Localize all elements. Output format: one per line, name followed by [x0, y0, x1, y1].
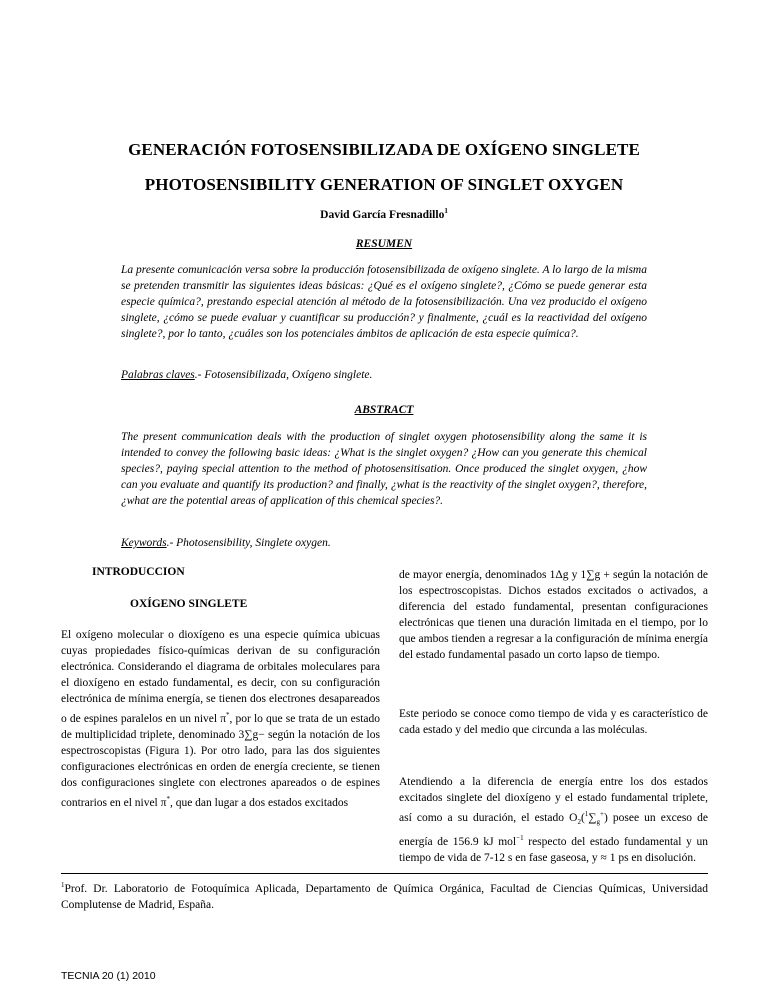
footnote-mark: 1 [61, 881, 65, 889]
left-para-part3: según la notación de los espectroscopistas (Figura 1). Por otro lado, para las dos siguientes configuraciones electrónicas en orden de energía creciente, se tienen dos configuraciones singlete con electrones apareados o de espines contrarios en el nivel π [61, 728, 380, 809]
right-paragraph-3: Atendiendo a la diferencia de energía entre los dos estados excitados singlete del dioxígeno y el estado fundamental triplete, así como a su duración, el estado $O_2(^1\sum_g^+)$ posee un exceso de energía de 156.9 kJ mol$^{-1}$ respecto del estado fundamental y un tiempo de vida de 7-12 s en fase gaseosa, y ≈ 1 ps en disolución. [399, 776, 709, 864]
abstract-text: The present communication deals with the production of singlet oxygen photosensibility along the same it is intended to convey the following basic ideas: ¿What is the singlet oxygen? ¿How can you generate this chemical species?, paying special attention to the method of photosensitisation. Once produced the singlet oxygen, ¿how can you evaluate and quantify its production? and finally, ¿what is the reactivity of the singlet oxygen?, therefore, ¿what are the potential areas of application of this chemical species?. [121, 431, 647, 507]
sigma-term: 1∑g + [580, 569, 610, 581]
keywords-en-values: .- Photosensibility, Singlete oxygen. [166, 537, 331, 549]
resumen-text: La presente comunicación versa sobre la producción fotosensibilizada de oxígeno singlete. A lo largo de la misma se pretenden transmitir las siguientes ideas básicas: ¿Qué es el oxígeno singlete?, ¿Cómo se puede generar esta especie química?, prestando especial atención al método de la fotosensibilización. Una vez producido el oxígeno singlete, ¿cómo se puede evaluar y cuantificar su producción? y finalmente, ¿cuál es la reactividad del oxígeno singlete?, por lo tanto, ¿cuáles son los potenciales ámbitos de aplicación de esta especie química?. [121, 264, 647, 340]
oxygen-heading: OXÍGENO SINGLETE [130, 598, 248, 610]
left-paragraph [61, 627, 380, 811]
journal-reference: TECNIA 20 (1) 2010 [61, 970, 156, 982]
right-p3-part2: posee un exceso de energía de 156.9 kJ mol [399, 811, 708, 848]
right-p1-part2: y [568, 569, 581, 581]
abstract-heading: ABSTRACT [354, 404, 414, 416]
pi-star-mark: * [226, 711, 230, 719]
left-para-part4: , que dan lugar a dos estados excitados [169, 796, 349, 809]
author-footnote-mark: 1 [444, 207, 448, 215]
right-p1-part3: según la notación de los espectroscopistas. Dichos estados excitados o activados, a diferencia del estado fundamental, presentan configuraciones electrónicas que tienen una duración limitada en el tiempo, por lo que ambos tienden a regresar a la configuración de mínima energía del estado fundamental pasado un corto lapso de tiempo. [399, 569, 709, 661]
intro-heading: INTRODUCCION [92, 566, 185, 578]
footnote-rule [61, 873, 708, 874]
keywords-en [121, 537, 647, 549]
o2-subscript: 2 [577, 818, 581, 827]
right-paragraph-2: Este periodo se conoce como tiempo de vida y es característico de cada estado y del medio que circunda a las moléculas. [399, 708, 708, 736]
keywords-en-label: Keywords [121, 537, 167, 549]
keywords-es [121, 369, 647, 381]
title-spanish: GENERACIÓN FOTOSENSIBILIZADA DE OXÍGENO SINGLETE [128, 140, 640, 159]
triplet-term: 3∑g− [238, 728, 265, 741]
resumen-heading: RESUMEN [355, 238, 413, 250]
right-p3-part1: Atendiendo a la diferencia de energía entre los dos estados excitados singlete del dioxígeno y el estado fundamental triplete, así como a su duración, el estado O [399, 776, 708, 824]
keywords-es-label: Palabras claves [121, 369, 195, 381]
right-paragraph-1 [399, 567, 708, 663]
minus-one-exp: −1 [516, 834, 524, 843]
delta-term: 1Δg [549, 569, 569, 581]
author-name: David García Fresnadillo [320, 208, 445, 221]
right-p1-part1: de mayor energía, denominados [399, 569, 550, 581]
right-p3-part3: respecto del estado fundamental y un tiempo de vida de 7-12 s en fase gaseosa, y ≈ 1 ps en disolución. [399, 835, 709, 864]
pi-star-mark-2: * [166, 794, 170, 803]
keywords-es-values: .- Fotosensibilizada, Oxígeno singlete. [194, 369, 373, 381]
footnote [61, 877, 708, 913]
title-english: PHOTOSENSIBILITY GENERATION OF SINGLET OXYGEN [144, 175, 624, 194]
left-para-part2: , por lo que se trata de un estado de multiplicidad triplete, denominado [61, 712, 380, 741]
left-para-part1: El oxígeno molecular o dioxígeno es una especie química ubicuas cuyas propiedades físico-químicas derivan de su configuración electrónica. Considerando el diagrama de orbitales moleculares para el dioxígeno en estado fundamental, es decir, con su configuración electrónica de mínima energía, se tienen dos electrones desapareados o de espines paralelos en un nivel π [61, 629, 380, 725]
footnote-text: Prof. Dr. Laboratorio de Fotoquímica Aplicada, Departamento de Química Orgánica, Facultad de Ciencias Químicas, Universidad Complutense de Madrid, España. [61, 882, 708, 911]
author-line [0, 207, 768, 221]
